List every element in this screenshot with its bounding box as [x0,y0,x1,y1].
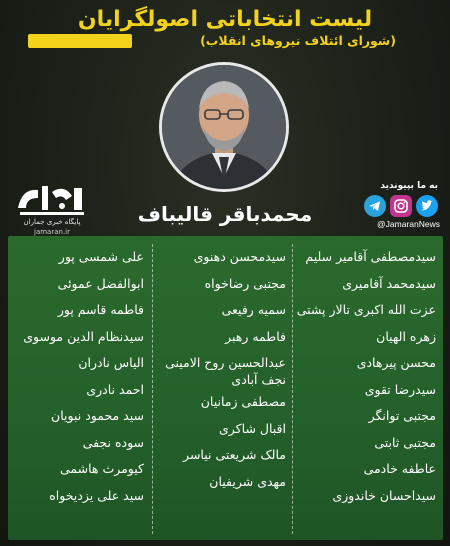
featured-candidate-name: محمدباقر قالیباف [137,202,313,226]
logo-site: jamaran.ir [34,228,70,236]
candidate-name: زهره الهیان [376,328,436,344]
featured-candidate-photo [159,62,289,192]
candidate-name: سیداحسان خاندوزی [332,487,436,503]
portrait-illustration [162,65,286,189]
candidate-column-left [16,244,144,538]
candidate-name: فاطمه رهبر [225,328,286,344]
candidate-name: اقبال شاکری [219,420,286,436]
candidate-name: عزت الله اکبری تالار پشتی [296,302,436,317]
candidate-name: کیومرث هاشمی [59,461,144,476]
candidate-name: سیدمحمد آقامیری [342,275,436,291]
candidate-name: سیدرضا تقوی [364,381,436,397]
candidate-name: سید محمود نبویان [51,408,144,423]
candidate-column-right [298,244,436,538]
candidate-name: الیاس نادران [78,355,144,370]
logo-caption: پایگاه خبری جماران [23,218,81,226]
poster-subtitle: (شورای ائتلاف نیروهای انقلاب) [200,33,396,48]
social-handle: @JamaranNews [377,219,440,229]
telegram-glyph [364,195,386,217]
jamaran-logo [12,178,92,240]
title-accent-bar [28,34,132,48]
twitter-icon[interactable] [416,195,438,217]
column-divider-left [152,244,153,534]
jamaran-logo-mark [12,178,92,220]
candidate-name: مجتبی توانگر [368,408,436,423]
candidate-column-middle [158,244,286,538]
candidate-name: علی شمسی پور [58,249,144,264]
poster-title: لیست انتخاباتی اصولگرایان [77,7,373,32]
candidate-name: مجتبی رضاخواه [204,275,286,291]
follow-text: به ما بپیوندید [380,181,438,191]
instagram-glyph [390,195,412,217]
candidate-name: سوده نجفی [82,434,144,450]
telegram-icon[interactable] [364,195,386,217]
candidate-name: عاطفه خادمی [363,461,436,476]
candidate-name: محسن پیرهادی [356,355,436,370]
candidate-name: فاطمه قاسم پور [57,302,144,317]
candidate-name: سید علی یزدیخواه [49,487,144,503]
candidate-name: عبدالحسین روح الامینی نجف آبادی [165,355,286,387]
candidate-name: مصطفی زمانیان [200,394,286,409]
candidate-name: سیدمحسن دهنوی [193,249,286,264]
candidate-name: سیدمصطفی آقامیر سلیم [305,249,436,264]
social-follow-block [360,181,440,233]
candidate-name: سیدنظام الدین موسوی [23,328,144,344]
candidate-name: سمیه رفیعی [221,302,286,317]
candidate-name: ابوالفضل عموئی [57,275,144,291]
instagram-icon[interactable] [390,195,412,217]
twitter-glyph [416,195,438,217]
candidate-name: مجتبی ثابتی [374,434,436,450]
candidate-name: مالک شریعتی نیاسر [183,447,286,462]
candidate-name: مهدی شریفیان [209,473,286,489]
column-divider-right [292,244,293,534]
candidate-name: احمد نادری [86,381,144,397]
